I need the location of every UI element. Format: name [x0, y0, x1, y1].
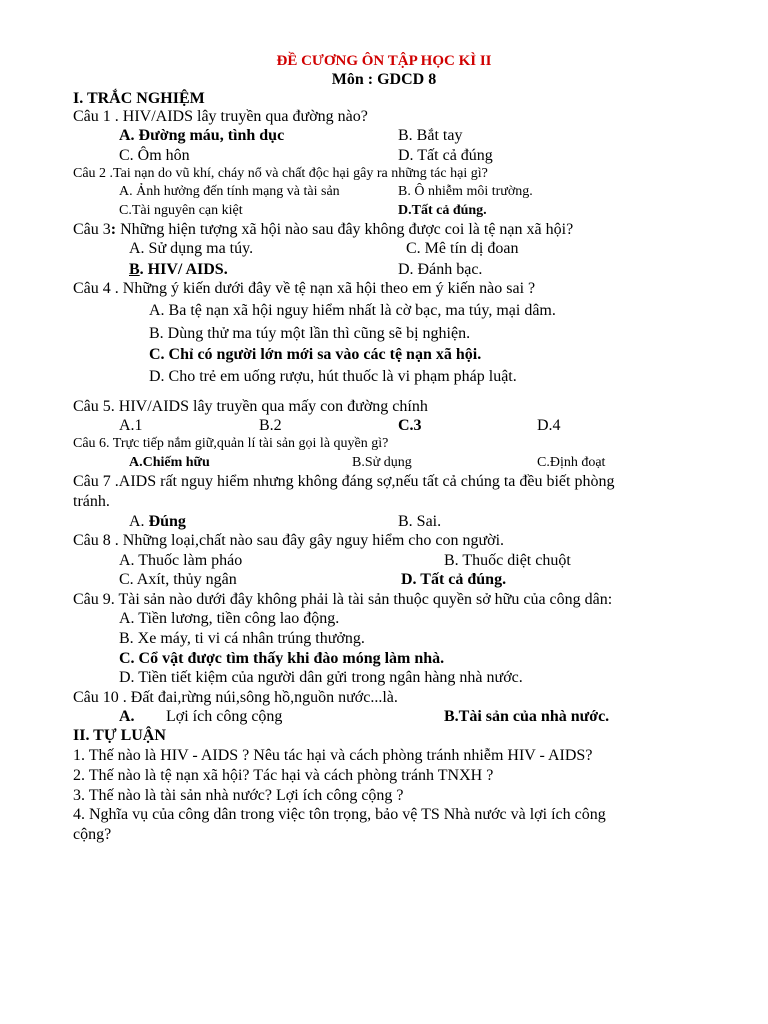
- q8-option-d: D. Tất cả đúng.: [401, 571, 507, 588]
- q7-option-a-text: Đúng: [148, 513, 186, 530]
- q8-option-b: B. Thuốc diệt chuột: [444, 552, 571, 569]
- q5-option-d: D.4: [537, 417, 561, 434]
- q3-text: Những hiện tượng xã hội nào sau đây không được coi là tệ nạn xã hội?: [116, 221, 574, 238]
- q3-label: Câu 3: [73, 221, 111, 238]
- question-6: Câu 6. Trực tiếp nắm giữ,quản lí tài sản gọi là quyền gì?: [73, 436, 389, 451]
- section-heading-essay: II. TỰ LUẬN: [73, 727, 166, 744]
- q7-option-b: B. Sai.: [398, 513, 442, 530]
- q1-option-d: D. Tất cả đúng: [398, 147, 493, 164]
- q5-option-b: B.2: [259, 417, 282, 434]
- q3-option-a: A. Sử dụng ma túy.: [129, 240, 254, 257]
- q9-option-b: B. Xe máy, ti vi cá nhân trúng thưởng.: [119, 630, 365, 647]
- section-heading-multiple-choice: I. TRẮC NGHIỆM: [73, 90, 205, 107]
- question-7: Câu 7 .AIDS rất nguy hiểm nhưng không đáng sợ,nếu tất cả chúng ta đều biết phòng: [73, 473, 615, 490]
- q2-option-a: A. Ảnh hưởng đến tính mạng và tài sản: [119, 184, 340, 199]
- question-2: Câu 2 .Tai nạn do vũ khí, cháy nổ và chất độc hại gây ra những tác hại gì?: [73, 166, 488, 181]
- subject-line: Môn : GDCD 8: [331, 71, 437, 88]
- q1-option-c: C. Ôm hôn: [119, 147, 190, 164]
- q3-option-d: D. Đánh bạc.: [398, 261, 483, 278]
- q10-option-a: Lợi ích công cộng: [166, 708, 283, 725]
- q6-option-a: A.Chiếm hữu: [129, 455, 210, 470]
- q9-option-d: D. Tiền tiết kiệm của người dân gửi trong ngân hàng nhà nước.: [119, 669, 523, 686]
- q6-option-b: B.Sử dụng: [352, 455, 412, 470]
- q7-option-a-letter: A.: [129, 513, 149, 530]
- q4-option-d: D. Cho trẻ em uống rượu, hút thuốc là vi phạm pháp luật.: [149, 368, 517, 385]
- q3-option-c: C. Mê tín dị đoan: [406, 240, 519, 257]
- question-1: Câu 1 . HIV/AIDS lây truyền qua đường nào?: [73, 108, 368, 125]
- q10-option-a-letter: A.: [119, 708, 135, 725]
- q4-option-c: C. Chỉ có người lớn mới sa vào các tệ nạn xã hội.: [149, 346, 482, 363]
- q6-option-c: C.Định đoạt: [537, 455, 606, 470]
- q9-option-c: C. Cổ vật được tìm thấy khi đào móng làm nhà.: [119, 650, 445, 667]
- question-9: Câu 9. Tài sản nào dưới đây không phải là tài sản thuộc quyền sở hữu của công dân:: [73, 591, 613, 608]
- q4-option-a: A. Ba tệ nạn xã hội nguy hiểm nhất là cờ bạc, ma túy, mại dâm.: [149, 302, 556, 319]
- question-8: Câu 8 . Những loại,chất nào sau đây gây nguy hiểm cho con người.: [73, 532, 505, 549]
- question-4: Câu 4 . Những ý kiến dưới đây về tệ nạn xã hội theo em ý kiến nào sai ?: [73, 280, 536, 297]
- q9-option-a: A. Tiền lương, tiền công lao động.: [119, 610, 340, 627]
- q8-option-a: A. Thuốc làm pháo: [119, 552, 243, 569]
- q10-option-b: B.Tài sản của nhà nước.: [444, 708, 610, 725]
- q8-option-c: C. Axít, thủy ngân: [119, 571, 237, 588]
- essay-question-3: 3. Thế nào là tài sản nhà nước? Lợi ích công cộng ?: [73, 787, 404, 804]
- essay-question-4: 4. Nghĩa vụ của công dân trong việc tôn trọng, bảo vệ TS Nhà nước và lợi ích công: [73, 806, 606, 823]
- question-3: [73, 221, 573, 239]
- question-7-continued: tránh.: [73, 493, 110, 510]
- question-10: Câu 10 . Đất đai,rừng núi,sông hồ,nguồn nước...là.: [73, 689, 398, 706]
- q5-option-c: C.3: [398, 417, 422, 434]
- q3-option-b: [129, 261, 228, 279]
- essay-question-2: 2. Thế nào là tệ nạn xã hội? Tác hại và cách phòng tránh TNXH ?: [73, 767, 494, 784]
- q3-colon: :: [110, 221, 117, 238]
- q7-option-a: [129, 513, 186, 531]
- q4-option-b: B. Dùng thử ma túy một lần thì cũng sẽ bị nghiện.: [149, 325, 471, 342]
- question-5: Câu 5. HIV/AIDS lây truyền qua mấy con đường chính: [73, 398, 428, 415]
- q2-option-d: D.Tất cả đúng.: [398, 203, 487, 218]
- q2-option-b: B. Ô nhiễm môi trường.: [398, 184, 533, 199]
- essay-question-1: 1. Thế nào là HIV - AIDS ? Nêu tác hại và cách phòng tránh nhiễm HIV - AIDS?: [73, 747, 593, 764]
- q2-option-c: C.Tài nguyên cạn kiệt: [119, 203, 243, 218]
- q1-option-b: B. Bắt tay: [398, 127, 463, 144]
- essay-question-4-continued: cộng?: [73, 826, 112, 843]
- document-title: ĐỀ CƯƠNG ÔN TẬP HỌC KÌ II: [276, 53, 492, 69]
- q5-option-a: A.1: [119, 417, 143, 434]
- q3-option-b-text: . HIV/ AIDS.: [139, 261, 228, 278]
- q1-option-a: A. Đường máu, tình dục: [119, 127, 285, 144]
- q3-option-b-letter: B: [129, 261, 140, 278]
